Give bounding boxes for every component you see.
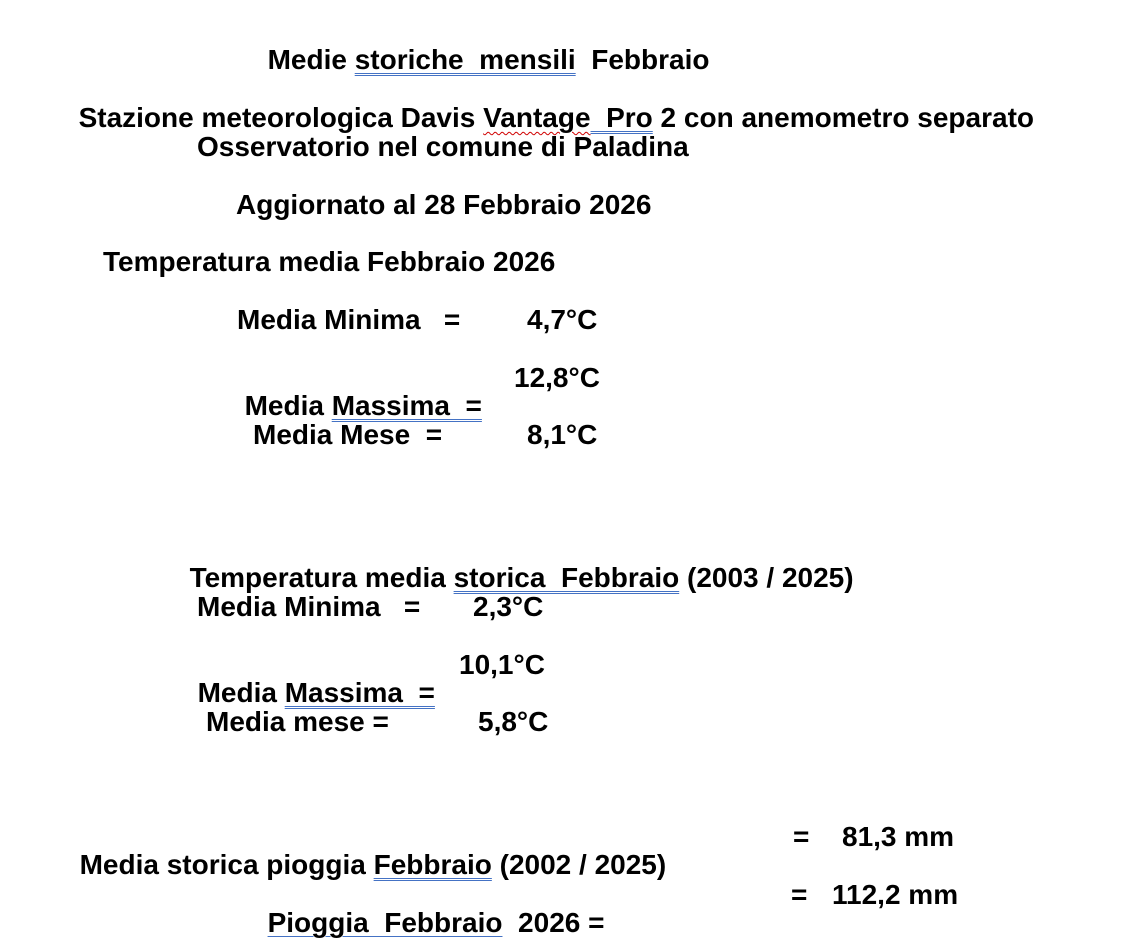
historical-max-label	[182, 651, 435, 707]
historical-heading-link[interactable]: storica Febbraio	[453, 562, 680, 593]
current-max-prefix: Media	[244, 390, 332, 421]
current-mean-label: Media Mese =	[253, 419, 443, 450]
rain-historical-label	[64, 823, 666, 879]
current-min-value: 4,7°C	[527, 304, 598, 335]
title-suffix: Febbraio	[575, 44, 710, 75]
current-max-link[interactable]: Massima =	[331, 390, 482, 421]
updated-line: Aggiornato al 28 Febbraio 2026	[236, 189, 652, 220]
historical-heading-suffix: (2003 / 2025)	[679, 562, 854, 593]
rain-current-link[interactable]: Pioggia Febbraio	[267, 907, 503, 938]
historical-min-label: Media Minima =	[197, 591, 421, 622]
rain-current-suffix: 2026 =	[502, 907, 605, 938]
station-spellcheck-word[interactable]: Vantage	[483, 102, 591, 133]
historical-heading-prefix: Temperatura media	[189, 562, 454, 593]
title-link[interactable]: storiche mensili	[354, 44, 576, 75]
rain-historical-link[interactable]: Febbraio	[373, 849, 492, 880]
current-max-value: 12,8°C	[514, 362, 600, 393]
historical-mean-value: 5,8°C	[478, 706, 549, 737]
rain-historical-suffix: (2002 / 2025)	[491, 849, 667, 880]
observatory-line: Osservatorio nel comune di Paladina	[197, 131, 689, 162]
historical-heading	[174, 536, 854, 592]
rain-current-value: 112,2 mm	[832, 879, 959, 910]
rain-historical-value: 81,3 mm	[842, 821, 955, 852]
station-link[interactable]: Pro	[590, 102, 653, 133]
station-line	[63, 76, 1034, 132]
rain-historical-equals: =	[793, 821, 810, 852]
current-min-label: Media Minima =	[237, 304, 461, 335]
current-mean-value: 8,1°C	[527, 419, 598, 450]
rain-historical-prefix: Media storica pioggia	[79, 849, 374, 880]
historical-mean-label: Media mese =	[206, 706, 389, 737]
station-suffix: 2 con anemometro separato	[652, 102, 1034, 133]
current-heading: Temperatura media Febbraio 2026	[103, 246, 556, 277]
station-prefix: Stazione meteorologica Davis	[78, 102, 484, 133]
historical-min-value: 2,3°C	[473, 591, 544, 622]
historical-max-prefix: Media	[197, 677, 285, 708]
historical-max-value: 10,1°C	[459, 649, 545, 680]
title-prefix: Medie	[267, 44, 355, 75]
rain-current-equals: =	[791, 879, 808, 910]
historical-max-link[interactable]: Massima =	[284, 677, 435, 708]
current-max-label	[229, 364, 482, 420]
title	[252, 18, 709, 74]
